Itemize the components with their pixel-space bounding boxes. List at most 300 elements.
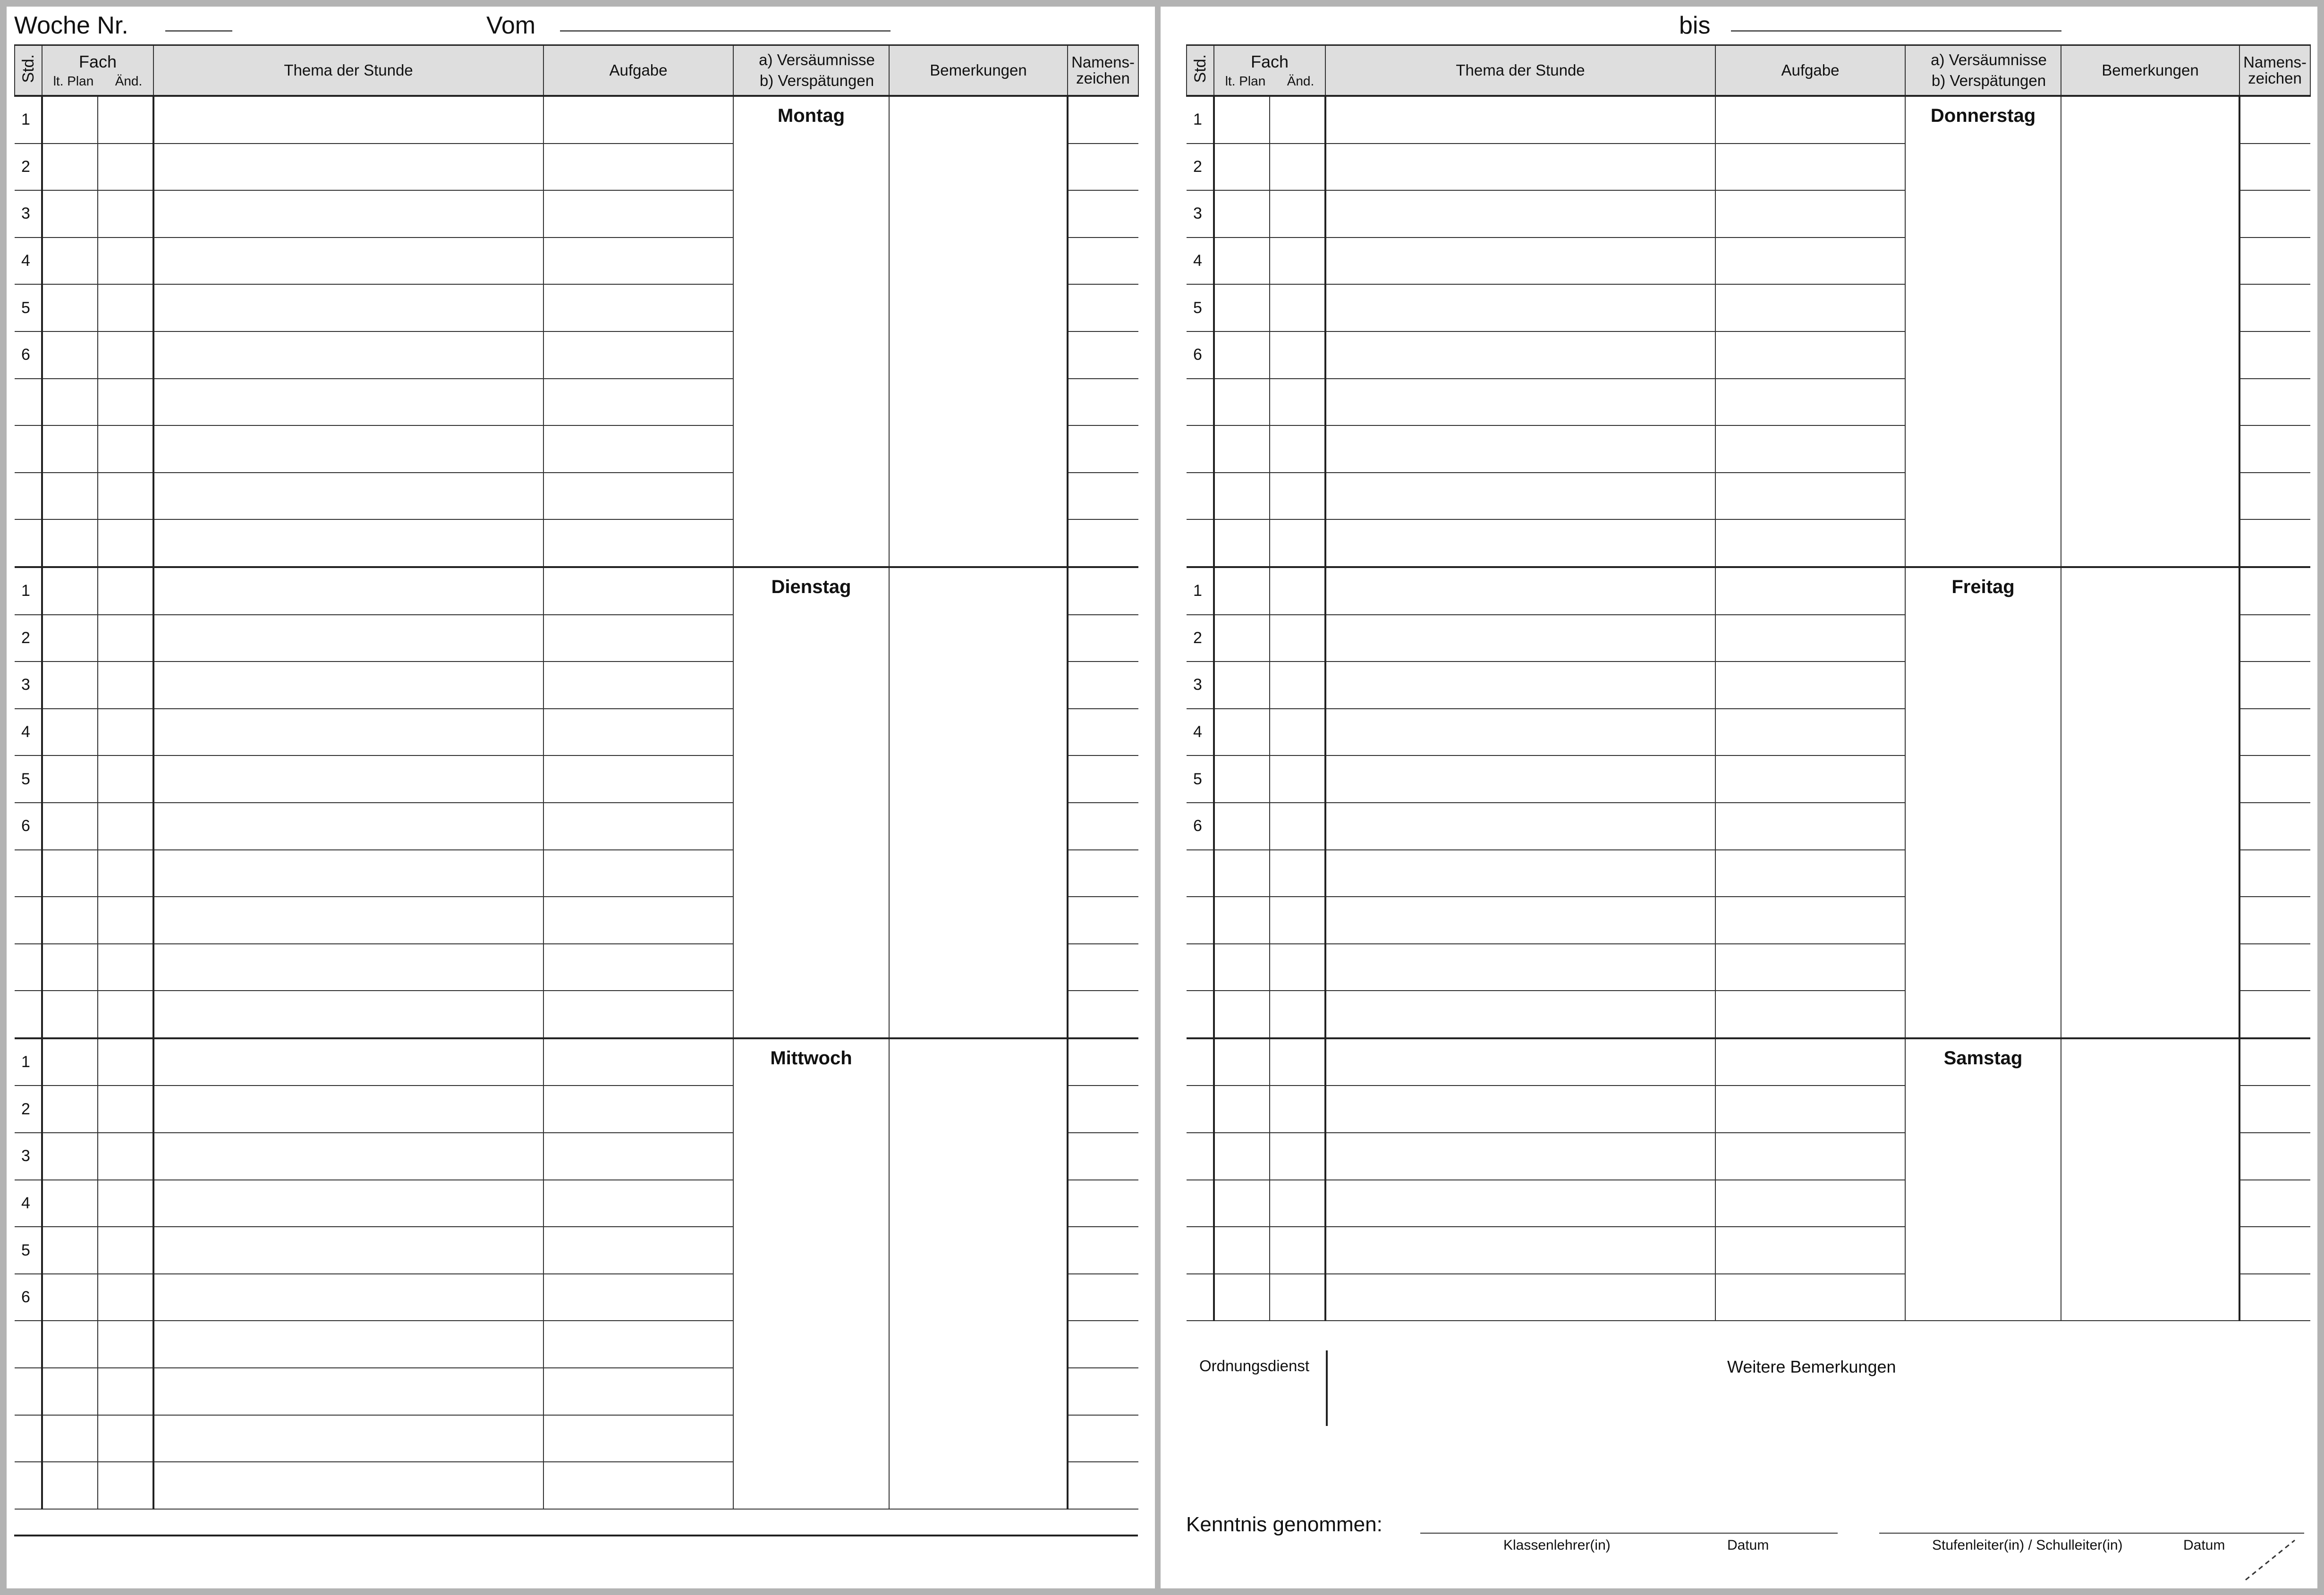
fach-aend-cell[interactable]: [1270, 897, 1325, 944]
fach-plan-cell[interactable]: [1214, 1038, 1270, 1086]
thema-cell[interactable]: [1325, 284, 1715, 331]
thema-cell[interactable]: [153, 238, 543, 285]
fach-aend-cell[interactable]: [98, 1274, 153, 1321]
fach-aend-cell[interactable]: [98, 1086, 153, 1133]
aufgabe-cell[interactable]: [543, 567, 733, 615]
namenszeichen-cell[interactable]: [2239, 567, 2310, 615]
aufgabe-cell[interactable]: [543, 755, 733, 803]
thema-cell[interactable]: [153, 473, 543, 520]
namenszeichen-cell[interactable]: [1068, 662, 1138, 709]
thema-cell[interactable]: [1325, 425, 1715, 473]
namenszeichen-cell[interactable]: [1068, 1368, 1138, 1415]
fach-aend-cell[interactable]: [98, 850, 153, 897]
thema-cell[interactable]: [153, 1086, 543, 1133]
namenszeichen-cell[interactable]: [1068, 944, 1138, 991]
fach-aend-cell[interactable]: [98, 379, 153, 426]
namenszeichen-cell[interactable]: [1068, 96, 1138, 144]
fach-aend-cell[interactable]: [1270, 755, 1325, 803]
aufgabe-cell[interactable]: [543, 1321, 733, 1368]
period-number-cell: [1187, 1227, 1214, 1274]
namenszeichen-cell[interactable]: [1068, 755, 1138, 803]
thema-cell[interactable]: [153, 519, 543, 567]
fach-plan-cell[interactable]: [42, 1133, 98, 1180]
thema-cell[interactable]: [1325, 1180, 1715, 1227]
fach-aend-cell[interactable]: [98, 331, 153, 379]
aufgabe-cell[interactable]: [1715, 1086, 1905, 1133]
aufgabe-cell[interactable]: [1715, 1038, 1905, 1086]
aufgabe-cell[interactable]: [543, 1133, 733, 1180]
thema-cell[interactable]: [153, 709, 543, 756]
fach-plan-cell[interactable]: [42, 850, 98, 897]
fach-plan-cell[interactable]: [1214, 190, 1270, 238]
thema-cell[interactable]: [1325, 1038, 1715, 1086]
fach-plan-cell[interactable]: [1214, 425, 1270, 473]
thema-cell[interactable]: [153, 755, 543, 803]
thema-cell[interactable]: [1325, 379, 1715, 426]
bemerkungen-cell[interactable]: [2061, 1038, 2239, 1321]
namenszeichen-cell[interactable]: [2239, 1038, 2310, 1086]
fach-plan-cell[interactable]: [42, 567, 98, 615]
fach-aend-cell[interactable]: [98, 425, 153, 473]
aufgabe-cell[interactable]: [543, 238, 733, 285]
namenszeichen-cell[interactable]: [2239, 473, 2310, 520]
aufgabe-cell[interactable]: [543, 944, 733, 991]
thema-cell[interactable]: [1325, 473, 1715, 520]
namenszeichen-cell[interactable]: [1068, 1086, 1138, 1133]
from-date-field[interactable]: [560, 30, 891, 32]
fach-aend-cell[interactable]: [98, 1038, 153, 1086]
aufgabe-cell[interactable]: [1715, 379, 1905, 426]
aufgabe-cell[interactable]: [1715, 567, 1905, 615]
thema-cell[interactable]: [1325, 190, 1715, 238]
thema-cell[interactable]: [1325, 850, 1715, 897]
namenszeichen-cell[interactable]: [1068, 1274, 1138, 1321]
thema-cell[interactable]: [153, 379, 543, 426]
aufgabe-cell[interactable]: [543, 144, 733, 191]
fach-aend-cell[interactable]: [1270, 615, 1325, 662]
bemerkungen-cell[interactable]: [889, 567, 1068, 1038]
aufgabe-cell[interactable]: [543, 331, 733, 379]
aufgabe-cell[interactable]: [1715, 1274, 1905, 1321]
aufgabe-cell[interactable]: [543, 190, 733, 238]
namenszeichen-cell[interactable]: [2239, 284, 2310, 331]
namenszeichen-cell[interactable]: [2239, 96, 2310, 144]
namenszeichen-cell[interactable]: [2239, 1180, 2310, 1227]
fach-aend-cell[interactable]: [98, 1368, 153, 1415]
fach-plan-cell[interactable]: [42, 803, 98, 850]
fach-plan-cell[interactable]: [1214, 615, 1270, 662]
aufgabe-cell[interactable]: [543, 615, 733, 662]
fach-plan-cell[interactable]: [42, 1368, 98, 1415]
fach-plan-cell[interactable]: [42, 473, 98, 520]
fach-aend-cell[interactable]: [1270, 519, 1325, 567]
fach-aend-cell[interactable]: [1270, 473, 1325, 520]
fach-aend-cell[interactable]: [98, 709, 153, 756]
namenszeichen-cell[interactable]: [1068, 284, 1138, 331]
fach-plan-cell[interactable]: [42, 96, 98, 144]
namenszeichen-cell[interactable]: [1068, 991, 1138, 1038]
namenszeichen-cell[interactable]: [1068, 331, 1138, 379]
fach-plan-cell[interactable]: [42, 1462, 98, 1509]
aufgabe-cell[interactable]: [543, 991, 733, 1038]
namenszeichen-cell[interactable]: [2239, 425, 2310, 473]
namenszeichen-cell[interactable]: [1068, 238, 1138, 285]
fach-aend-cell[interactable]: [98, 284, 153, 331]
fach-aend-cell[interactable]: [1270, 1180, 1325, 1227]
period-number-cell: 5: [15, 284, 42, 331]
fach-aend-cell[interactable]: [1270, 709, 1325, 756]
fach-aend-cell[interactable]: [98, 519, 153, 567]
fach-aend-cell[interactable]: [98, 96, 153, 144]
namenszeichen-cell[interactable]: [2239, 190, 2310, 238]
namenszeichen-cell[interactable]: [1068, 519, 1138, 567]
thema-cell[interactable]: [153, 284, 543, 331]
fach-plan-cell[interactable]: [42, 709, 98, 756]
fach-plan-cell[interactable]: [1214, 850, 1270, 897]
aufgabe-cell[interactable]: [543, 1227, 733, 1274]
aufgabe-cell[interactable]: [1715, 425, 1905, 473]
thema-cell[interactable]: [153, 1274, 543, 1321]
fach-aend-cell[interactable]: [1270, 1227, 1325, 1274]
aufgabe-cell[interactable]: [1715, 190, 1905, 238]
fach-aend-cell[interactable]: [98, 615, 153, 662]
thema-cell[interactable]: [153, 1038, 543, 1086]
thema-cell[interactable]: [1325, 1227, 1715, 1274]
aufgabe-cell[interactable]: [543, 425, 733, 473]
aufgabe-cell[interactable]: [543, 1038, 733, 1086]
thema-cell[interactable]: [1325, 238, 1715, 285]
thema-cell[interactable]: [1325, 615, 1715, 662]
thema-cell[interactable]: [153, 144, 543, 191]
thema-cell[interactable]: [1325, 755, 1715, 803]
namenszeichen-cell[interactable]: [1068, 1462, 1138, 1509]
thema-cell[interactable]: [153, 1415, 543, 1462]
thema-cell[interactable]: [153, 425, 543, 473]
fach-plan-cell[interactable]: [42, 991, 98, 1038]
namenszeichen-cell[interactable]: [1068, 144, 1138, 191]
fach-plan-cell[interactable]: [42, 1274, 98, 1321]
aufgabe-cell[interactable]: [543, 519, 733, 567]
fach-aend-cell[interactable]: [1270, 1086, 1325, 1133]
namenszeichen-cell[interactable]: [1068, 473, 1138, 520]
fach-aend-cell[interactable]: [1270, 379, 1325, 426]
fach-plan-cell[interactable]: [42, 331, 98, 379]
aufgabe-cell[interactable]: [543, 1274, 733, 1321]
namenszeichen-cell[interactable]: [1068, 803, 1138, 850]
fach-aend-cell[interactable]: [98, 755, 153, 803]
namenszeichen-cell[interactable]: [1068, 379, 1138, 426]
thema-cell[interactable]: [1325, 803, 1715, 850]
aufgabe-cell[interactable]: [1715, 1133, 1905, 1180]
week-number-field[interactable]: [165, 30, 232, 32]
thema-cell[interactable]: [153, 331, 543, 379]
fach-aend-cell[interactable]: [98, 662, 153, 709]
fach-plan-cell[interactable]: [42, 1227, 98, 1274]
fach-plan-cell[interactable]: [1214, 238, 1270, 285]
aufgabe-cell[interactable]: [543, 662, 733, 709]
fach-aend-cell[interactable]: [98, 238, 153, 285]
fach-aend-cell[interactable]: [1270, 96, 1325, 144]
thema-cell[interactable]: [1325, 519, 1715, 567]
namenszeichen-cell[interactable]: [2239, 803, 2310, 850]
namenszeichen-cell[interactable]: [2239, 944, 2310, 991]
thema-cell[interactable]: [153, 567, 543, 615]
namenszeichen-cell[interactable]: [1068, 425, 1138, 473]
fach-plan-cell[interactable]: [1214, 1086, 1270, 1133]
aufgabe-cell[interactable]: [543, 1180, 733, 1227]
thema-cell[interactable]: [1325, 567, 1715, 615]
fach-aend-cell[interactable]: [1270, 1038, 1325, 1086]
aufgabe-cell[interactable]: [1715, 850, 1905, 897]
aufgabe-cell[interactable]: [543, 803, 733, 850]
fach-plan-cell[interactable]: [1214, 991, 1270, 1038]
namenszeichen-cell[interactable]: [2239, 379, 2310, 426]
fach-plan-cell[interactable]: [1214, 803, 1270, 850]
fach-plan-cell[interactable]: [1214, 331, 1270, 379]
fach-plan-cell[interactable]: [1214, 284, 1270, 331]
aufgabe-cell[interactable]: [543, 473, 733, 520]
fach-plan-cell[interactable]: [42, 379, 98, 426]
namenszeichen-cell[interactable]: [2239, 755, 2310, 803]
aufgabe-cell[interactable]: [543, 850, 733, 897]
thema-cell[interactable]: [1325, 897, 1715, 944]
fach-aend-cell[interactable]: [98, 803, 153, 850]
period-number-cell: [15, 473, 42, 520]
stufenleiter-label: Stufenleiter(in) / Schulleiter(in): [1932, 1537, 2123, 1553]
thema-cell[interactable]: [153, 190, 543, 238]
thema-cell[interactable]: [153, 1321, 543, 1368]
aufgabe-cell[interactable]: [543, 379, 733, 426]
thema-cell[interactable]: [1325, 96, 1715, 144]
fach-plan-cell[interactable]: [1214, 944, 1270, 991]
fach-aend-cell[interactable]: [98, 190, 153, 238]
aufgabe-cell[interactable]: [1715, 991, 1905, 1038]
aufgabe-cell[interactable]: [1715, 615, 1905, 662]
to-date-field[interactable]: [1731, 30, 2061, 32]
fach-plan-cell[interactable]: [1214, 1133, 1270, 1180]
thema-cell[interactable]: [1325, 662, 1715, 709]
thema-cell[interactable]: [1325, 331, 1715, 379]
aufgabe-cell[interactable]: [543, 1462, 733, 1509]
period-number-cell: 1: [1187, 567, 1214, 615]
fach-plan-cell[interactable]: [42, 662, 98, 709]
namenszeichen-cell[interactable]: [1068, 1133, 1138, 1180]
fach-aend-cell[interactable]: [98, 1462, 153, 1509]
fach-plan-cell[interactable]: [42, 425, 98, 473]
fach-aend-cell[interactable]: [98, 897, 153, 944]
fach-plan-cell[interactable]: [42, 284, 98, 331]
namenszeichen-cell[interactable]: [2239, 709, 2310, 756]
aufgabe-cell[interactable]: [1715, 519, 1905, 567]
namenszeichen-cell[interactable]: [2239, 519, 2310, 567]
fach-plan-cell[interactable]: [1214, 473, 1270, 520]
thema-cell[interactable]: [1325, 1133, 1715, 1180]
fach-plan-cell[interactable]: [1214, 519, 1270, 567]
thema-cell[interactable]: [153, 1227, 543, 1274]
thema-cell[interactable]: [153, 944, 543, 991]
fach-plan-cell[interactable]: [42, 1038, 98, 1086]
fach-plan-cell[interactable]: [1214, 709, 1270, 756]
fach-aend-cell[interactable]: [98, 1227, 153, 1274]
namenszeichen-cell[interactable]: [1068, 1415, 1138, 1462]
fach-plan-cell[interactable]: [42, 144, 98, 191]
namenszeichen-cell[interactable]: [2239, 850, 2310, 897]
aufgabe-cell[interactable]: [543, 709, 733, 756]
thema-cell[interactable]: [1325, 144, 1715, 191]
namenszeichen-cell[interactable]: [1068, 190, 1138, 238]
aufgabe-cell[interactable]: [1715, 1227, 1905, 1274]
fach-plan-cell[interactable]: [1214, 567, 1270, 615]
left-bottom-rule: [14, 1535, 1138, 1536]
namenszeichen-cell[interactable]: [1068, 567, 1138, 615]
bemerkungen-cell[interactable]: [889, 96, 1068, 567]
fach-plan-cell[interactable]: [1214, 96, 1270, 144]
period-number-cell: [1187, 1180, 1214, 1227]
thema-cell[interactable]: [1325, 991, 1715, 1038]
namenszeichen-cell[interactable]: [2239, 615, 2310, 662]
fach-aend-cell[interactable]: [1270, 944, 1325, 991]
fach-aend-cell[interactable]: [1270, 662, 1325, 709]
thema-cell[interactable]: [153, 1462, 543, 1509]
aufgabe-cell[interactable]: [1715, 662, 1905, 709]
fach-aend-cell[interactable]: [98, 1180, 153, 1227]
fach-plan-cell[interactable]: [1214, 662, 1270, 709]
fach-plan-cell[interactable]: [42, 1321, 98, 1368]
namenszeichen-cell[interactable]: [2239, 1086, 2310, 1133]
fach-aend-cell[interactable]: [1270, 803, 1325, 850]
fach-aend-cell[interactable]: [98, 944, 153, 991]
namenszeichen-cell[interactable]: [2239, 331, 2310, 379]
fach-aend-cell[interactable]: [1270, 991, 1325, 1038]
fach-plan-cell[interactable]: [1214, 144, 1270, 191]
namenszeichen-cell[interactable]: [2239, 1274, 2310, 1321]
fach-plan-cell[interactable]: [42, 615, 98, 662]
aufgabe-cell[interactable]: [543, 1368, 733, 1415]
aufgabe-cell[interactable]: [1715, 755, 1905, 803]
aufgabe-cell[interactable]: [1715, 144, 1905, 191]
fach-plan-cell[interactable]: [42, 190, 98, 238]
fach-aend-cell[interactable]: [1270, 331, 1325, 379]
fach-plan-cell[interactable]: [42, 238, 98, 285]
namenszeichen-cell[interactable]: [1068, 1227, 1138, 1274]
fach-plan-cell[interactable]: [42, 1415, 98, 1462]
aufgabe-cell[interactable]: [1715, 284, 1905, 331]
fach-plan-cell[interactable]: [42, 519, 98, 567]
thema-cell[interactable]: [153, 850, 543, 897]
bemerkungen-cell[interactable]: [2061, 567, 2239, 1038]
thema-cell[interactable]: [153, 991, 543, 1038]
namenszeichen-cell[interactable]: [1068, 1038, 1138, 1086]
fach-aend-cell[interactable]: [1270, 190, 1325, 238]
fach-aend-cell[interactable]: [98, 144, 153, 191]
fach-aend-cell[interactable]: [98, 1415, 153, 1462]
namenszeichen-cell[interactable]: [2239, 1133, 2310, 1180]
thema-cell[interactable]: [1325, 1274, 1715, 1321]
std-header: Std.: [15, 45, 42, 96]
aufgabe-cell[interactable]: [543, 96, 733, 144]
thema-cell[interactable]: [1325, 709, 1715, 756]
fach-aend-cell[interactable]: [98, 567, 153, 615]
namenszeichen-cell[interactable]: [2239, 662, 2310, 709]
aufgabe-cell[interactable]: [1715, 803, 1905, 850]
stufenleiter-signature-line[interactable]: [1879, 1533, 2304, 1534]
aufgabe-cell[interactable]: [543, 1086, 733, 1133]
fach-plan-cell[interactable]: [1214, 897, 1270, 944]
fach-plan-cell[interactable]: [42, 1086, 98, 1133]
aufgabe-cell[interactable]: [1715, 897, 1905, 944]
aufgabe-cell[interactable]: [1715, 331, 1905, 379]
aufgabe-cell[interactable]: [1715, 709, 1905, 756]
fach-aend-cell[interactable]: [1270, 1133, 1325, 1180]
namenszeichen-cell[interactable]: [2239, 144, 2310, 191]
aufgabe-cell[interactable]: [1715, 238, 1905, 285]
bemerkungen-cell[interactable]: [2061, 96, 2239, 567]
fach-aend-cell[interactable]: [98, 991, 153, 1038]
fach-plan-cell[interactable]: [1214, 1180, 1270, 1227]
fach-plan-cell[interactable]: [42, 755, 98, 803]
aufgabe-cell[interactable]: [1715, 96, 1905, 144]
thema-cell[interactable]: [153, 1368, 543, 1415]
namenszeichen-cell[interactable]: [2239, 897, 2310, 944]
namenszeichen-cell[interactable]: [1068, 1321, 1138, 1368]
aufgabe-cell[interactable]: [543, 897, 733, 944]
bemerkungen-cell[interactable]: [889, 1038, 1068, 1509]
fach-aend-cell[interactable]: [1270, 425, 1325, 473]
aufgabe-cell[interactable]: [1715, 1180, 1905, 1227]
aufgabe-cell[interactable]: [543, 1415, 733, 1462]
namenszeichen-cell[interactable]: [1068, 1180, 1138, 1227]
aufgabe-cell[interactable]: [543, 284, 733, 331]
fach-aend-cell[interactable]: [1270, 144, 1325, 191]
fach-aend-cell[interactable]: [1270, 238, 1325, 285]
fach-plan-cell[interactable]: [42, 944, 98, 991]
period-number-cell: 6: [15, 803, 42, 850]
thema-cell[interactable]: [153, 96, 543, 144]
thema-cell[interactable]: [153, 1133, 543, 1180]
fach-aend-cell[interactable]: [98, 1321, 153, 1368]
fach-aend-cell[interactable]: [98, 1133, 153, 1180]
fach-aend-cell[interactable]: [98, 473, 153, 520]
namenszeichen-cell[interactable]: [1068, 897, 1138, 944]
namenszeichen-cell[interactable]: [2239, 1227, 2310, 1274]
namenszeichen-cell[interactable]: [1068, 615, 1138, 662]
namenszeichen-cell[interactable]: [1068, 850, 1138, 897]
thema-cell[interactable]: [153, 662, 543, 709]
aufgabe-cell[interactable]: [1715, 473, 1905, 520]
fach-aend-cell[interactable]: [1270, 567, 1325, 615]
klassenlehrer-signature-line[interactable]: [1420, 1533, 1838, 1534]
namenszeichen-cell[interactable]: [2239, 238, 2310, 285]
fach-plan-cell[interactable]: [1214, 1274, 1270, 1321]
fach-aend-cell[interactable]: [1270, 284, 1325, 331]
fach-plan-cell[interactable]: [1214, 1227, 1270, 1274]
thema-cell[interactable]: [153, 897, 543, 944]
fach-aend-cell[interactable]: [1270, 850, 1325, 897]
fach-aend-cell[interactable]: [1270, 1274, 1325, 1321]
fach-plan-cell[interactable]: [1214, 379, 1270, 426]
thema-cell[interactable]: [153, 803, 543, 850]
namenszeichen-cell[interactable]: [2239, 991, 2310, 1038]
thema-cell[interactable]: [153, 1180, 543, 1227]
thema-cell[interactable]: [153, 615, 543, 662]
namenszeichen-cell[interactable]: [1068, 709, 1138, 756]
thema-cell[interactable]: [1325, 1086, 1715, 1133]
thema-cell[interactable]: [1325, 944, 1715, 991]
fach-plan-cell[interactable]: [1214, 755, 1270, 803]
aufgabe-cell[interactable]: [1715, 944, 1905, 991]
fach-plan-cell[interactable]: [42, 1180, 98, 1227]
fach-plan-cell[interactable]: [42, 897, 98, 944]
